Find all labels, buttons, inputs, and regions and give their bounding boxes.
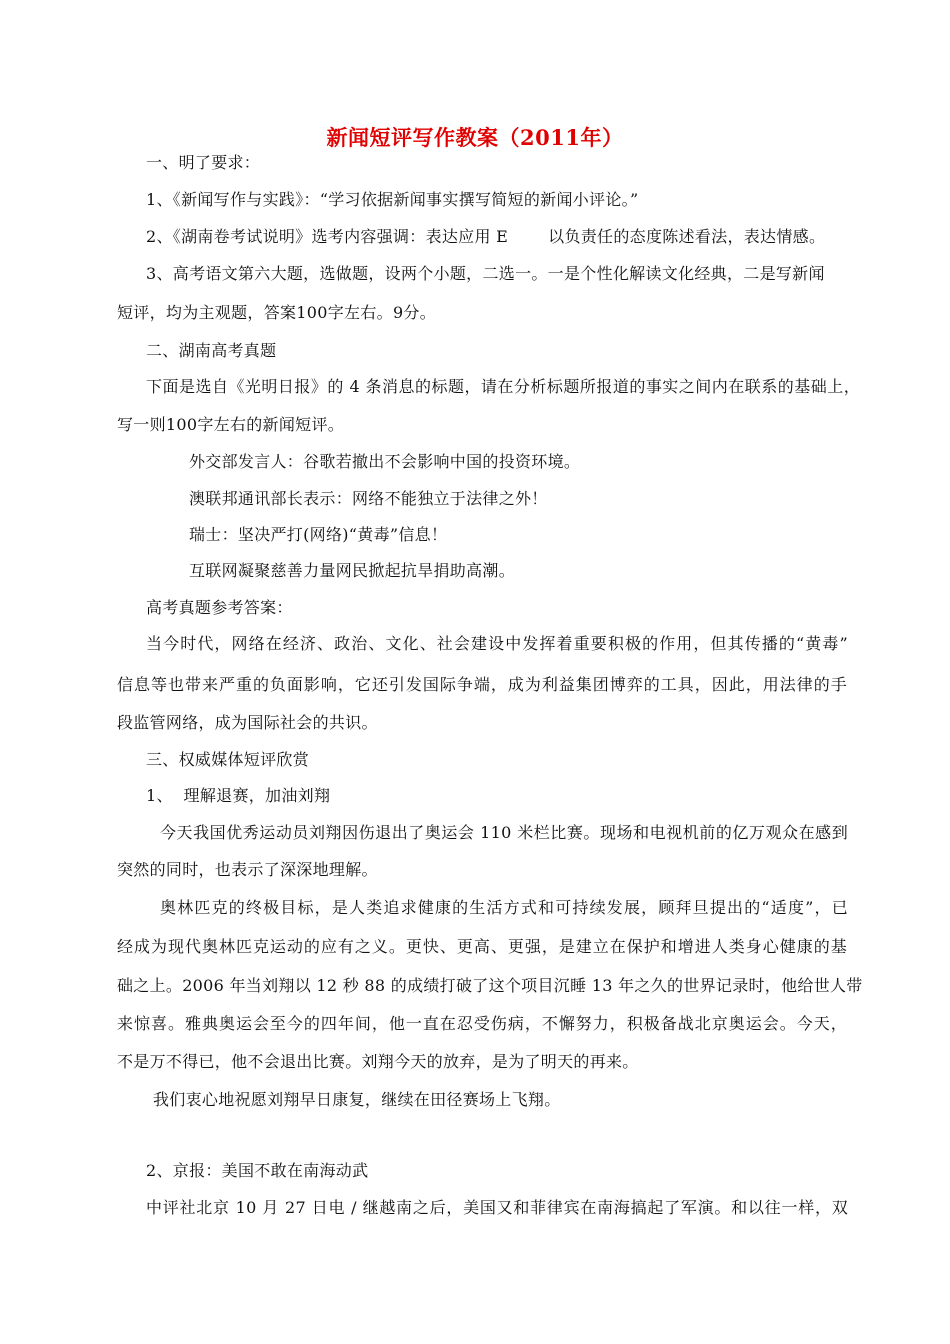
review-1-paragraph-1-line-1: 今天我国优秀运动员刘翔因伤退出了奥运会 110 米栏比赛。现场和电视机前的亿万观众在感到 bbox=[160, 823, 848, 842]
review-2-heading: 2、京报：美国不敢在南海动武 bbox=[146, 1161, 369, 1180]
review-1-heading: 1、 理解退赛，加油刘翔 bbox=[146, 786, 331, 805]
headline-item: 澳联邦通讯部长表示：网络不能独立于法律之外！ bbox=[189, 489, 548, 508]
section-heading-hunan-exam: 二、湖南高考真题 bbox=[146, 341, 277, 360]
review-1-paragraph-2-line-4: 来惊喜。雅典奥运会至今的四年间，他一直在忍受伤病，不懈努力，积极备战北京奥运会。今天， bbox=[117, 1014, 847, 1033]
requirement-item-3-line-2: 短评，均为主观题，答案100字左右。9分。 bbox=[117, 303, 437, 322]
page-title: 新闻短评写作教案（2011年） bbox=[326, 125, 624, 150]
section-heading-requirements: 一、明了要求： bbox=[146, 153, 261, 172]
review-1-paragraph-3: 我们衷心地祝愿刘翔早日康复，继续在田径赛场上飞翔。 bbox=[153, 1090, 561, 1109]
review-1-paragraph-2-line-2: 经成为现代奥林匹克运动的应有之义。更快、更高、更强，是建立在保护和增进人类身心健康的基 bbox=[117, 937, 847, 956]
answer-line-3: 段监管网络，成为国际社会的共识。 bbox=[117, 713, 378, 732]
answer-heading: 高考真题参考答案： bbox=[146, 598, 293, 617]
headline-item: 互联网凝聚慈善力量网民掀起抗旱捐助高潮。 bbox=[189, 561, 516, 580]
review-1-paragraph-2-line-5: 不是万不得已，他不会退出比赛。刘翔今天的放弃，是为了明天的再来。 bbox=[117, 1052, 639, 1071]
headline-item: 外交部发言人：谷歌若撤出不会影响中国的投资环境。 bbox=[189, 452, 581, 471]
review-1-paragraph-2-line-1: 奥林匹克的终极目标，是人类追求健康的生活方式和可持续发展，顾拜旦提出的“适度”，已 bbox=[160, 898, 848, 917]
requirement-item-2-part-a: 2、《湖南卷考试说明》选考内容强调：表达应用 E bbox=[146, 227, 509, 246]
section-heading-media-reviews: 三、权威媒体短评欣赏 bbox=[146, 750, 310, 769]
requirement-item-2-part-b: 以负责任的态度陈述看法，表达情感。 bbox=[548, 227, 826, 246]
review-1-paragraph-1-line-2: 突然的同时，也表示了深深地理解。 bbox=[117, 860, 378, 879]
answer-line-1: 当今时代，网络在经济、政治、文化、社会建设中发挥着重要积极的作用，但其传播的“黄毒” bbox=[146, 634, 848, 653]
review-1-paragraph-2-line-3: 础之上。2006 年当刘翔以 12 秒 88 的成绩打破了这个项目沉睡 13 年之久的世界记录时，他给世人带 bbox=[117, 976, 863, 995]
requirement-item-3-line-1: 3、高考语文第六大题，选做题，设两个小题，二选一。一是个性化解读文化经典，二是写新闻 bbox=[146, 264, 825, 283]
review-2-paragraph-1-line-1: 中评社北京 10 月 27 日电 / 继越南之后，美国又和菲律宾在南海搞起了军演。和以往一样，双 bbox=[146, 1198, 848, 1217]
headline-item: 瑞士：坚决严打(网络)“黄毒”信息！ bbox=[189, 525, 448, 544]
answer-line-2: 信息等也带来严重的负面影响，它还引发国际争端，成为利益集团博弈的工具，因此，用法律的手 bbox=[117, 675, 847, 694]
exam-intro-line-2: 写一则100字左右的新闻短评。 bbox=[117, 415, 345, 434]
exam-intro-line-1: 下面是选自《光明日报》的 4 条消息的标题，请在分析标题所报道的事实之间内在联系的基础上， bbox=[146, 377, 860, 396]
requirement-item-2 bbox=[146, 226, 825, 248]
requirement-item-1: 1、《新闻写作与实践》：“学习依据新闻事实撰写简短的新闻小评论。” bbox=[146, 190, 639, 209]
